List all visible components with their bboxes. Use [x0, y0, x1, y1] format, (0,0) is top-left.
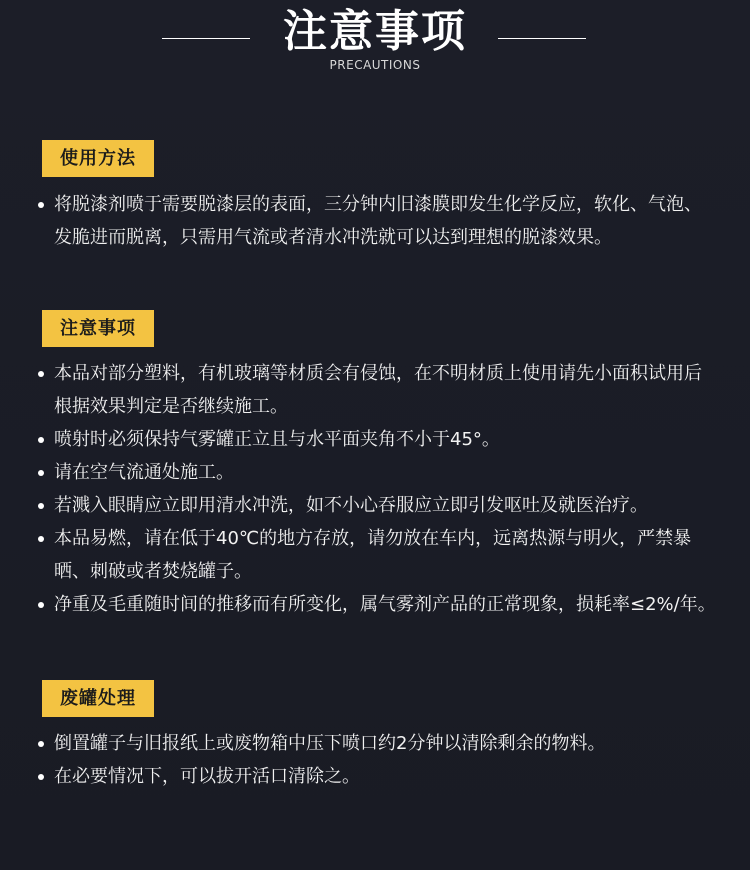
- bullet-icon: [38, 470, 44, 476]
- list-item-text: 将脱漆剂喷于需要脱漆层的表面，三分钟内旧漆膜即发生化学反应，软化、气泡、发脆进而脱离，只需用气流或者清水冲洗就可以达到理想的脱漆效果。: [54, 194, 702, 248]
- list-item-text: 倒置罐子与旧报纸上或废物箱中压下喷口约2分钟以清除剩余的物料。: [54, 733, 606, 754]
- list-item: [38, 188, 718, 254]
- bullet-icon: [38, 503, 44, 509]
- bullet-icon: [38, 202, 44, 208]
- list-item: [38, 760, 718, 793]
- bullet-icon: [38, 741, 44, 747]
- bullet-icon: [38, 774, 44, 780]
- list-item: [38, 522, 718, 588]
- list-item-text: 净重及毛重随时间的推移而有所变化，属气雾剂产品的正常现象，损耗率≤2%/年。: [54, 594, 716, 615]
- list-item-text: 喷射时必须保持气雾罐正立且与水平面夹角不小于45°。: [54, 429, 500, 450]
- list-item-text: 本品易燃，请在低于40℃的地方存放，请勿放在车内，远离热源与明火，严禁暴晒、刺破或者焚烧罐子。: [54, 528, 692, 582]
- precautions-list: [38, 357, 718, 621]
- list-item-text: 在必要情况下，可以拔开活口清除之。: [54, 766, 360, 787]
- list-item: [38, 588, 718, 621]
- list-item: [38, 727, 718, 760]
- bullet-icon: [38, 536, 44, 542]
- bullet-icon: [38, 602, 44, 608]
- list-item-text: 请在空气流通处施工。: [54, 462, 234, 483]
- list-item-text: 本品对部分塑料，有机玻璃等材质会有侵蚀，在不明材质上使用请先小面积试用后根据效果判定是否继续施工。: [54, 363, 702, 417]
- bullet-icon: [38, 371, 44, 377]
- list-item: [38, 489, 718, 522]
- section-tag-disposal: 废罐处理: [42, 680, 154, 717]
- list-item: [38, 456, 718, 489]
- page-subtitle: PRECAUTIONS: [329, 58, 421, 72]
- list-item: [38, 357, 718, 423]
- usage-list: [38, 188, 718, 254]
- page-title: 注意事项: [283, 6, 467, 57]
- bullet-icon: [38, 437, 44, 443]
- title-rule-right: [498, 38, 586, 39]
- section-tag-precautions: 注意事项: [42, 310, 154, 347]
- list-item-text: 若溅入眼睛应立即用清水冲洗，如不小心吞服应立即引发呕吐及就医治疗。: [54, 495, 648, 516]
- list-item: [38, 423, 718, 456]
- section-tag-usage: 使用方法: [42, 140, 154, 177]
- disposal-list: [38, 727, 718, 793]
- page-header: [0, 0, 750, 80]
